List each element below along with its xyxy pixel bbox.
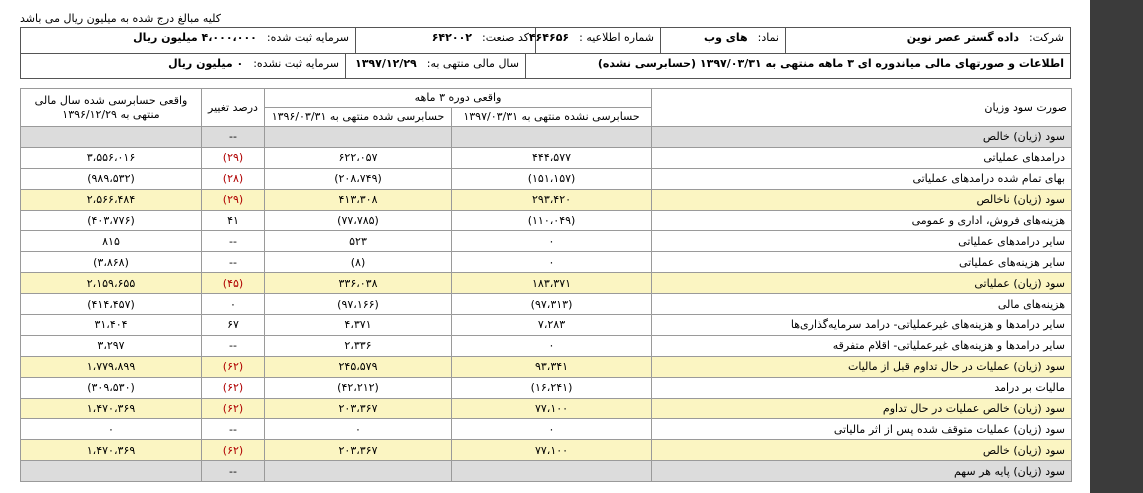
row-annual-value: ۱،۷۷۹،۸۹۹ bbox=[21, 356, 202, 377]
row-prev-value: (۲۰۸،۷۴۹) bbox=[265, 168, 452, 189]
row-prev-value: (۸) bbox=[265, 252, 452, 273]
row-prev-value: ۳۳۶،۰۳۸ bbox=[265, 273, 452, 294]
currency-note: کلیه مبالغ درج شده به میلیون ریال می باشد bbox=[20, 12, 221, 25]
row-current-value: ۰ bbox=[452, 252, 652, 273]
row-change-percent: (۶۲) bbox=[202, 398, 265, 419]
row-current-value: ۱۸۳،۳۷۱ bbox=[452, 273, 652, 294]
row-prev-value bbox=[265, 461, 452, 482]
company-value: داده گستر عصر نوین bbox=[906, 31, 1019, 44]
row-change-percent: -- bbox=[202, 419, 265, 440]
row-annual-value: (۴۱۴،۴۵۷) bbox=[21, 294, 202, 315]
row-label: سایر درامدها و هزینه‌های غیرعملیاتی- اقلام متفرقه bbox=[652, 335, 1072, 356]
row-prev-value: (۹۷،۱۶۶) bbox=[265, 294, 452, 315]
row-annual-value: ۲،۱۵۹،۶۵۵ bbox=[21, 273, 202, 294]
table-row bbox=[21, 356, 1072, 377]
row-annual-value: ۸۱۵ bbox=[21, 231, 202, 252]
row-prev-value: ۲۰۳،۳۶۷ bbox=[265, 398, 452, 419]
row-change-percent: (۶۲) bbox=[202, 356, 265, 377]
row-change-percent: (۲۹) bbox=[202, 189, 265, 210]
unregistered-capital-value: ۰ میلیون ریال bbox=[168, 57, 244, 70]
header-row-2 bbox=[21, 54, 1070, 79]
row-change-percent: -- bbox=[202, 127, 265, 148]
unregistered-capital-label: سرمایه ثبت نشده: bbox=[253, 57, 339, 70]
row-current-value: ۹۳،۳۴۱ bbox=[452, 356, 652, 377]
row-label: هزینه‌های فروش، اداری و عمومی bbox=[652, 210, 1072, 231]
row-label: مالیات بر درامد bbox=[652, 377, 1072, 398]
report-header bbox=[20, 27, 1071, 79]
row-prev-value: ۲۰۳،۳۶۷ bbox=[265, 440, 452, 461]
row-label: سود (زیان) ناخالص bbox=[652, 189, 1072, 210]
table-row bbox=[21, 440, 1072, 461]
table-row bbox=[21, 147, 1072, 168]
header-row-1 bbox=[21, 28, 1070, 54]
row-prev-value: ۲۴۵،۵۷۹ bbox=[265, 356, 452, 377]
row-label: سود (زیان) عملیاتی bbox=[652, 273, 1072, 294]
row-prev-value: (۴۲،۲۱۲) bbox=[265, 377, 452, 398]
table-row bbox=[21, 419, 1072, 440]
row-prev-value: ۰ bbox=[265, 419, 452, 440]
column-header-change: درصد تغییر bbox=[202, 89, 265, 127]
row-change-percent: -- bbox=[202, 231, 265, 252]
company-label: شرکت: bbox=[1028, 31, 1064, 44]
row-annual-value bbox=[21, 127, 202, 148]
row-current-value: ۷،۲۸۳ bbox=[452, 315, 652, 336]
row-annual-value: ۱،۴۷۰،۳۶۹ bbox=[21, 398, 202, 419]
row-current-value bbox=[452, 461, 652, 482]
table-body bbox=[21, 127, 1072, 482]
row-change-percent: ۰ bbox=[202, 294, 265, 315]
registered-capital-label: سرمایه ثبت شده: bbox=[266, 31, 349, 44]
column-header-title: صورت سود وزیان bbox=[652, 89, 1072, 127]
unregistered-capital-cell bbox=[21, 54, 345, 79]
row-label: درامدهای عملیاتی bbox=[652, 147, 1072, 168]
row-label: سود (زیان) خالص عملیات در حال تداوم bbox=[652, 398, 1072, 419]
row-current-value: ۷۷،۱۰۰ bbox=[452, 440, 652, 461]
registered-capital-cell bbox=[21, 28, 355, 53]
fiscal-year-cell bbox=[345, 54, 525, 79]
row-change-percent: -- bbox=[202, 461, 265, 482]
row-change-percent: ۴۱ bbox=[202, 210, 265, 231]
row-label: سایر درامدهای عملیاتی bbox=[652, 231, 1072, 252]
row-annual-value: ۳۱،۴۰۴ bbox=[21, 315, 202, 336]
row-label: سایر درامدها و هزینه‌های غیرعملیاتی- درامد سرمایه‌گذاری‌ها bbox=[652, 315, 1072, 336]
symbol-cell bbox=[660, 28, 785, 53]
row-annual-value: (۹۸۹،۵۳۲) bbox=[21, 168, 202, 189]
row-change-percent: (۴۵) bbox=[202, 273, 265, 294]
fiscal-year-label: سال مالی منتهی به: bbox=[426, 57, 519, 70]
income-statement-table bbox=[20, 88, 1072, 482]
table-row bbox=[21, 315, 1072, 336]
table-row bbox=[21, 273, 1072, 294]
row-label: سایر هزینه‌های عملیاتی bbox=[652, 252, 1072, 273]
industry-cell bbox=[355, 28, 535, 53]
row-current-value: (۹۷،۳۱۳) bbox=[452, 294, 652, 315]
row-prev-value: ۴۱۳،۳۰۸ bbox=[265, 189, 452, 210]
row-annual-value: (۴۰۳،۷۷۶) bbox=[21, 210, 202, 231]
table-row bbox=[21, 377, 1072, 398]
statement-title-cell bbox=[525, 54, 1070, 79]
row-current-value: ۰ bbox=[452, 231, 652, 252]
notice-label: شماره اطلاعیه : bbox=[579, 31, 654, 44]
row-annual-value: ۱،۴۷۰،۳۶۹ bbox=[21, 440, 202, 461]
row-current-value: ۲۹۳،۴۲۰ bbox=[452, 189, 652, 210]
table-row bbox=[21, 127, 1072, 148]
row-label: سود (زیان) خالص bbox=[652, 440, 1072, 461]
table-row bbox=[21, 168, 1072, 189]
row-prev-value: ۵۲۳ bbox=[265, 231, 452, 252]
registered-capital-value: ۴،۰۰۰،۰۰۰ میلیون ریال bbox=[133, 31, 257, 44]
column-header-prev: حسابرسی شده منتهی به ۱۳۹۶/۰۳/۳۱ bbox=[265, 108, 452, 127]
row-change-percent: -- bbox=[202, 335, 265, 356]
notice-cell bbox=[528, 28, 660, 53]
table-row bbox=[21, 294, 1072, 315]
row-change-percent: -- bbox=[202, 252, 265, 273]
table-row bbox=[21, 189, 1072, 210]
column-header-current: حسابرسی نشده منتهی به ۱۳۹۷/۰۳/۳۱ bbox=[452, 108, 652, 127]
row-change-percent: (۶۲) bbox=[202, 440, 265, 461]
industry-label: کد صنعت: bbox=[482, 31, 529, 44]
row-annual-value: (۳،۸۶۸) bbox=[21, 252, 202, 273]
table-row bbox=[21, 252, 1072, 273]
notice-value: ۴۶۴۶۵۶ bbox=[528, 31, 570, 44]
row-annual-value: ۰ bbox=[21, 419, 202, 440]
symbol-label: نماد: bbox=[757, 31, 779, 44]
column-header-annual: واقعی حسابرسی شده سال مالی منتهی به ۱۳۹۶/۱۲/۲۹ bbox=[21, 89, 202, 127]
table-row bbox=[21, 398, 1072, 419]
row-annual-value: ۳،۲۹۷ bbox=[21, 335, 202, 356]
row-change-percent: (۲۸) bbox=[202, 168, 265, 189]
statement-title: اطلاعات و صورتهای مالی میاندوره ای ۳ ماهه منتهی به ۱۳۹۷/۰۳/۳۱ (حسابرسی نشده) bbox=[597, 57, 1064, 70]
row-label: سود (زیان) خالص bbox=[652, 127, 1072, 148]
row-label: هزینه‌های مالی bbox=[652, 294, 1072, 315]
column-header-group: واقعی دوره ۳ ماهه bbox=[265, 89, 652, 108]
viewer-background bbox=[1090, 0, 1143, 493]
row-change-percent: (۲۹) bbox=[202, 147, 265, 168]
row-current-value: (۱۵۱،۱۵۷) bbox=[452, 168, 652, 189]
table-row bbox=[21, 210, 1072, 231]
row-current-value: ۰ bbox=[452, 335, 652, 356]
table-row bbox=[21, 461, 1072, 482]
row-annual-value: (۳۰۹،۵۳۰) bbox=[21, 377, 202, 398]
row-current-value: (۱۱۰،۰۴۹) bbox=[452, 210, 652, 231]
row-prev-value: ۴،۳۷۱ bbox=[265, 315, 452, 336]
row-prev-value bbox=[265, 127, 452, 148]
row-label: بهای تمام شده درامدهای عملیاتی bbox=[652, 168, 1072, 189]
row-current-value: ۰ bbox=[452, 419, 652, 440]
row-current-value bbox=[452, 127, 652, 148]
row-current-value: ۴۴۴،۵۷۷ bbox=[452, 147, 652, 168]
row-current-value: (۱۶،۲۴۱) bbox=[452, 377, 652, 398]
table-row bbox=[21, 231, 1072, 252]
table-row bbox=[21, 335, 1072, 356]
row-label: سود (زیان) پایه هر سهم bbox=[652, 461, 1072, 482]
row-label: سود (زیان) عملیات در حال تداوم قبل از مالیات bbox=[652, 356, 1072, 377]
row-change-percent: ۶۷ bbox=[202, 315, 265, 336]
row-change-percent: (۶۲) bbox=[202, 377, 265, 398]
row-prev-value: ۲،۳۳۶ bbox=[265, 335, 452, 356]
row-annual-value bbox=[21, 461, 202, 482]
row-prev-value: (۷۷،۷۸۵) bbox=[265, 210, 452, 231]
row-prev-value: ۶۲۲،۰۵۷ bbox=[265, 147, 452, 168]
symbol-value: های وب bbox=[704, 31, 748, 44]
row-current-value: ۷۷،۱۰۰ bbox=[452, 398, 652, 419]
row-annual-value: ۲،۵۶۶،۴۸۴ bbox=[21, 189, 202, 210]
row-annual-value: ۳،۵۵۶،۰۱۶ bbox=[21, 147, 202, 168]
company-cell bbox=[785, 28, 1070, 53]
fiscal-year-value: ۱۳۹۷/۱۲/۲۹ bbox=[355, 57, 417, 70]
row-label: سود (زیان) عملیات متوقف شده پس از اثر مالیاتی bbox=[652, 419, 1072, 440]
industry-value: ۶۴۲۰۰۲ bbox=[431, 31, 473, 44]
